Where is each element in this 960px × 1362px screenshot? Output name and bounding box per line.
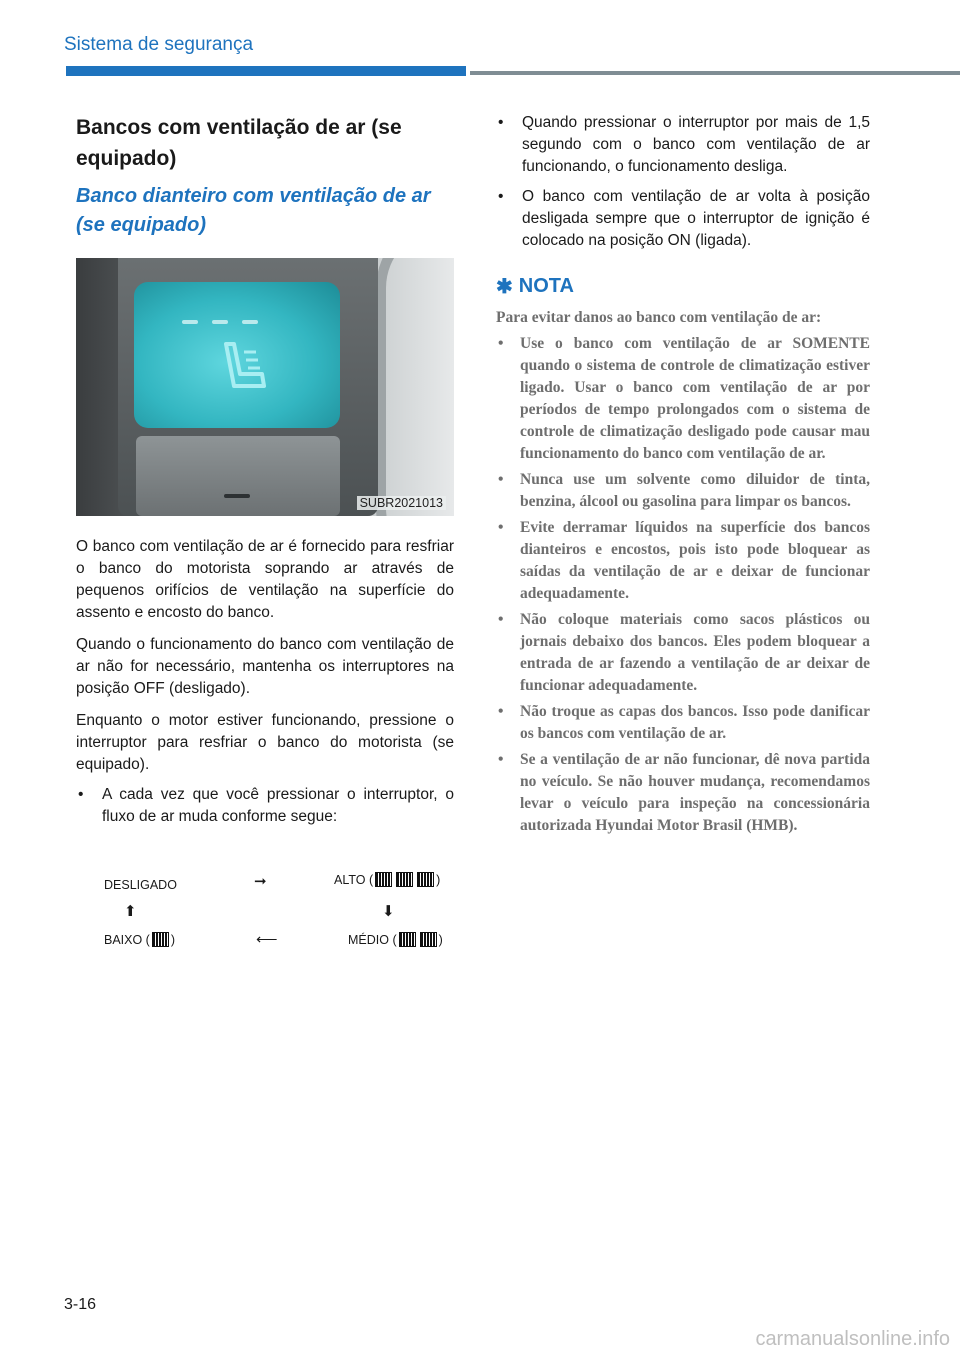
paragraph: Enquanto o motor estiver funcionando, pressione o interruptor para resfriar o banco do motorista (se equipado). <box>76 712 454 773</box>
note-intro: Para evitar danos ao banco com ventilação de ar: <box>496 309 822 326</box>
list-item-text: O banco com ventilação de ar volta à posição desligada sempre que o interruptor de ignição é colocado na posição ON (ligada). <box>522 188 870 249</box>
photo-indicator-dash <box>182 320 198 324</box>
vent-level-icon <box>152 932 169 947</box>
page-heading: Bancos com ventilação de ar (se equipado) <box>76 116 402 170</box>
note-item-text: Se a ventilação de ar não funcionar, dê nova partida no veículo. Se não houver mudança, recomendamos levar o veículo para inspeção na concessionária autorizada Hyundai Motor Brasil (HMB). <box>520 751 870 834</box>
arrow-up-icon: ⬆ <box>124 903 137 920</box>
list-item <box>496 186 870 252</box>
flow-high-label <box>334 872 440 887</box>
photo-trim-curve <box>376 258 454 516</box>
bullet-dot: • <box>498 471 504 488</box>
flow-medium-label <box>348 932 443 947</box>
vent-level-icon <box>399 932 416 947</box>
flow-close-paren: ) <box>170 932 176 947</box>
left-column <box>76 112 454 970</box>
note-title: NOTA <box>518 275 574 297</box>
paragraph: Quando o funcionamento do banco com ventilação de ar não for necessário, mantenha os interruptores na posição OFF (desligado). <box>76 636 454 697</box>
flow-close-paren: ) <box>436 872 441 887</box>
right-column <box>496 112 870 837</box>
vent-level-icon <box>396 872 413 887</box>
list-item <box>76 784 454 828</box>
photo-code: SUBR2021013 <box>357 496 446 510</box>
list-item <box>496 112 870 178</box>
note-item <box>496 517 870 605</box>
flow-high-text: ALTO ( <box>334 872 374 887</box>
vent-level-icon <box>375 872 392 887</box>
photo-ventilation-button <box>134 282 340 428</box>
note-item-text: Use o banco com ventilação de ar SOMENTE quando o sistema de controle de climatização estiver ligado. Usar o banco com ventilação de ar por períodos de tempo prolongados com o sistema de controle de climatização desligado pode causar mau funcionamento do banco com ventilação de ar. <box>520 335 870 462</box>
ventilated-seat-switch-photo <box>76 258 454 516</box>
flow-low-label <box>104 932 175 947</box>
bullet-dot: • <box>498 751 504 768</box>
flow-medium-text: MÉDIO ( <box>348 932 397 947</box>
note-item <box>496 701 870 745</box>
watermark: carmanualsonline.info <box>755 1328 950 1350</box>
flow-low-text: BAIXO ( <box>104 932 150 947</box>
bullet-dot: • <box>78 786 84 803</box>
arrow-right-icon: ➞ <box>254 873 267 890</box>
paragraph: O banco com ventilação de ar é fornecido para resfriar o banco do motorista soprando ar através de pequenos orifícios de ventilação na superfície do assento e encosto do banco. <box>76 538 454 621</box>
note-item <box>496 333 870 465</box>
bullet-dot: • <box>498 519 504 536</box>
bullet-dot: • <box>498 703 504 720</box>
photo-lower-button <box>136 436 340 516</box>
seat-ventilation-icon <box>216 338 272 398</box>
flow-off-text: DESLIGADO <box>104 878 177 892</box>
bullet-dot: • <box>498 611 504 628</box>
header-rule-blue <box>66 66 466 76</box>
airflow-cycle-diagram <box>76 850 454 970</box>
section-title: Sistema de segurança <box>64 34 254 55</box>
bullet-dot: • <box>498 114 504 131</box>
asterisk-icon: ✱ <box>496 276 513 298</box>
vent-level-icon <box>420 932 437 947</box>
note-item-text: Evite derramar líquidos na superfície dos bancos dianteiros e encostos, pois isto pode bloquear as saídas da ventilação de ar e deixar de funcionar adequadamente. <box>520 519 870 602</box>
flow-close-paren: ) <box>438 932 443 947</box>
photo-lower-slot <box>224 494 250 498</box>
sub-heading: Banco dianteiro com ventilação de ar (se equipado) <box>76 185 431 236</box>
page-number: 3-16 <box>64 1296 97 1313</box>
note-item-text: Não troque as capas dos bancos. Isso pode danificar os bancos com ventilação de ar. <box>520 703 870 742</box>
note-item-text: Nunca use um solvente como diluidor de tinta, benzina, álcool ou gasolina para limpar os bancos. <box>520 471 870 510</box>
note-heading <box>496 274 870 299</box>
note-item <box>496 749 870 837</box>
photo-indicator-dash <box>212 320 228 324</box>
list-item-text: Quando pressionar o interruptor por mais de 1,5 segundo com o banco com ventilação de ar funcionando, o funcionamento desliga. <box>522 114 870 175</box>
photo-indicator-dash <box>242 320 258 324</box>
bullet-dot: • <box>498 188 504 205</box>
arrow-down-icon: ⬇ <box>382 903 395 920</box>
note-item <box>496 609 870 697</box>
flow-off-label <box>104 878 177 892</box>
vent-level-icon <box>417 872 434 887</box>
note-item <box>496 469 870 513</box>
bullet-dot: • <box>498 335 504 352</box>
header-rule-gray <box>470 71 960 75</box>
arrow-left-icon: ⟵ <box>256 931 278 948</box>
list-item-text: A cada vez que você pressionar o interruptor, o fluxo de ar muda conforme segue: <box>102 786 454 825</box>
note-item-text: Não coloque materiais como sacos plásticos ou jornais debaixo dos bancos. Eles podem bloquear a entrada de ar fazendo a ventilação de ar deixar de funcionar adequadamente. <box>520 611 870 694</box>
